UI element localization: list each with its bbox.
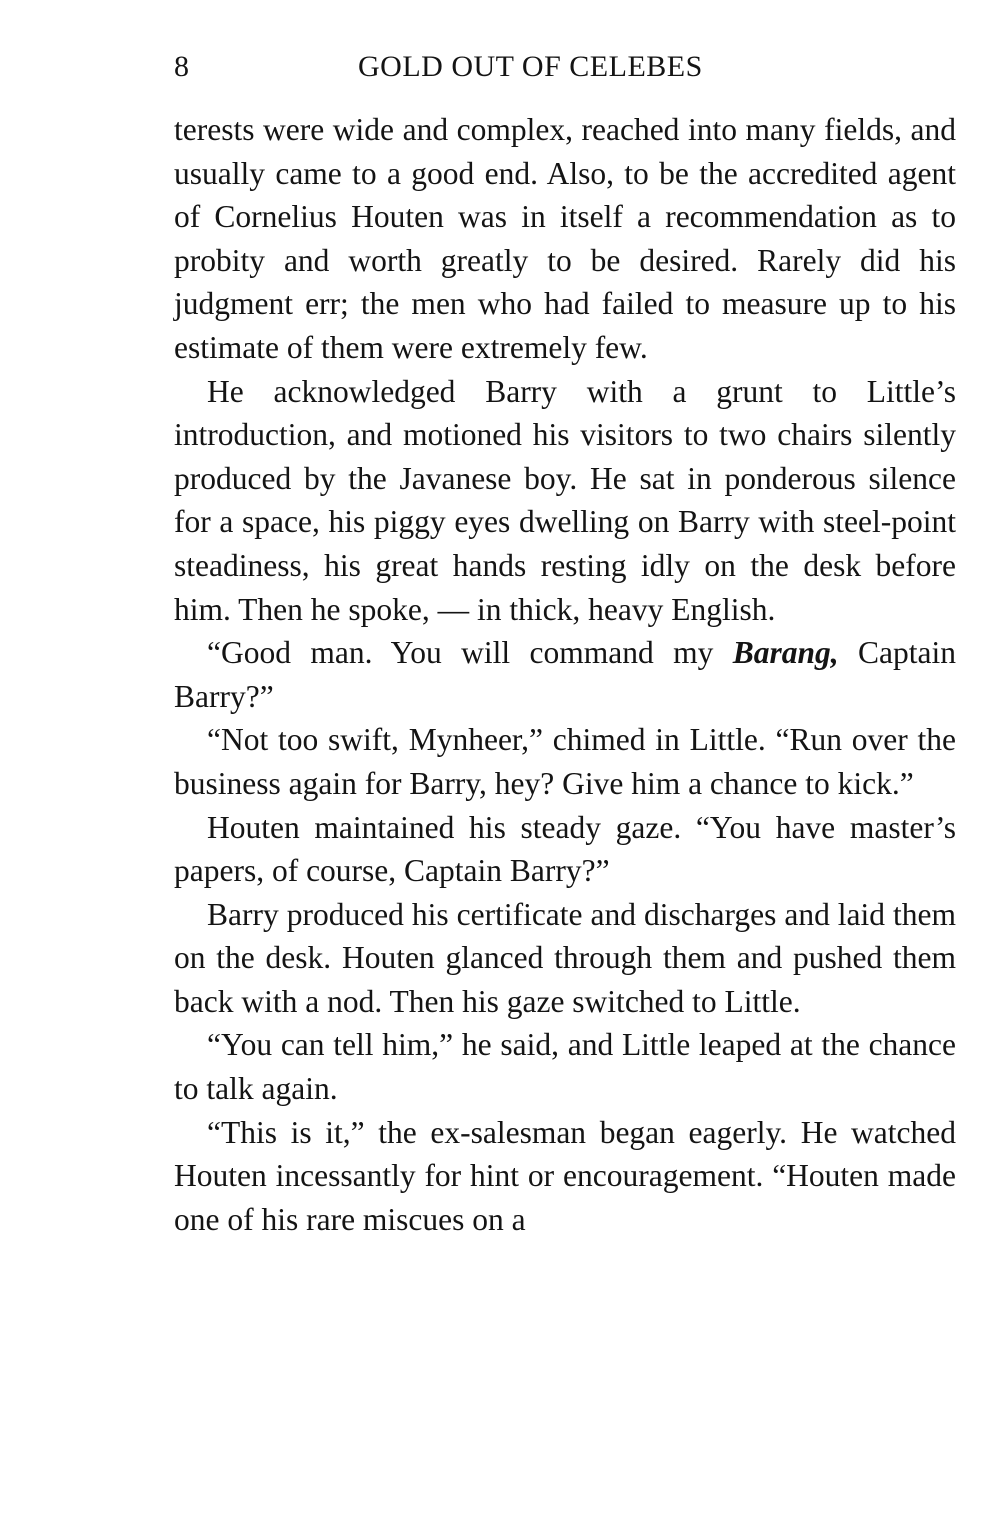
paragraph-6: Barry produced his certificate and discharges and laid them on the desk. Houten glanced through them and pushed them back with a nod. Then his gaze switched to Little.	[174, 896, 956, 1019]
paragraph-7: “You can tell him,” he said, and Little leaped at the chance to talk again.	[174, 1027, 956, 1107]
book-page	[174, 50, 956, 1241]
running-head	[174, 50, 956, 90]
paragraph-5: Houten maintained his steady gaze. “You have master’s papers, of course, Captain Barry?”	[174, 809, 956, 889]
ship-name-barang: Barang,	[732, 635, 839, 671]
paragraph-3-after: Captain Barry?”	[174, 635, 956, 714]
paragraph-2: He acknowledged Barry with a grunt to Little’s introduction, and motioned his visitors to two chairs silently produced by the Javanese boy. He sat in ponderous silence for a space, his piggy eyes dwelling on Barry with steel-point steadiness, his great hands resting idly on the desk before him. Then he spoke, — in thick, heavy English.	[174, 373, 956, 627]
paragraph-8: “This is it,” the ex-salesman began eagerly. He watched Houten incessantly for hint or encouragement. “Houten made one of his rare miscues on a	[174, 1114, 956, 1237]
page-number: 8	[174, 50, 190, 83]
paragraph-4: “Not too swift, Mynheer,” chimed in Little. “Run over the business again for Barry, hey? Give him a chance to kick.”	[174, 722, 956, 801]
paragraph-3	[174, 631, 956, 718]
paragraph-3-before: “Good man. You will command my	[207, 635, 733, 671]
paragraph-1: terests were wide and complex, reached into many fields, and usually came to a good end. Also, to be the accredited agent of Cornelius Houten was in itself a recommendation as to probity and worth greatly to be desired. Rarely did his judgment err; the men who had failed to measure up to his estimate of them were extremely few.	[174, 112, 956, 365]
book-title: GOLD OUT OF CELEBES	[358, 50, 703, 83]
body-text	[174, 108, 956, 1241]
